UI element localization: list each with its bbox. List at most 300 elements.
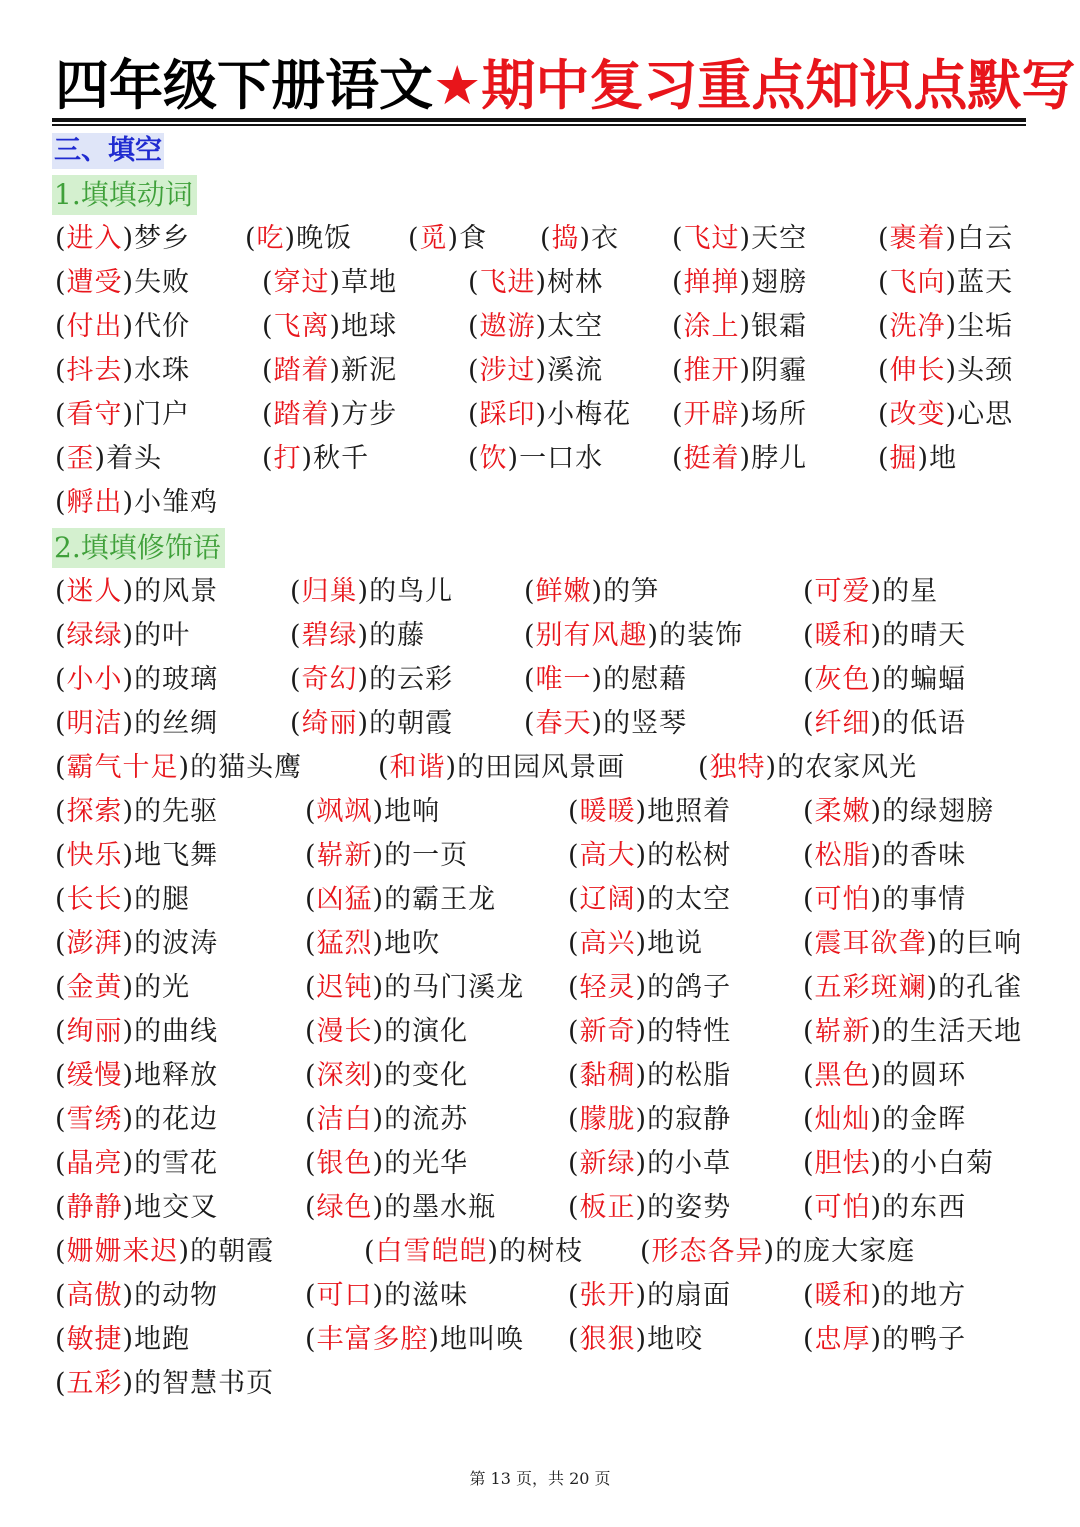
close-paren: ) <box>739 443 752 474</box>
open-paren: ( <box>672 267 684 298</box>
open-paren: ( <box>290 620 302 651</box>
close-paren: ) <box>372 1148 385 1179</box>
open-paren: ( <box>305 1060 317 1091</box>
answer-text: 开辟 <box>683 399 740 430</box>
word-text: 的蝙蝠 <box>882 664 967 695</box>
open-paren: ( <box>290 576 302 607</box>
open-paren: ( <box>524 664 536 695</box>
answer-text: 觅 <box>419 223 448 254</box>
blank-item <box>524 616 743 656</box>
close-paren: ) <box>870 884 883 915</box>
answer-text: 晶亮 <box>66 1148 123 1179</box>
word-text: 的光华 <box>384 1148 469 1179</box>
word-text: 的滋味 <box>384 1280 469 1311</box>
answer-row <box>0 1056 1080 1096</box>
close-paren: ) <box>122 972 135 1003</box>
answer-text: 挺着 <box>683 443 740 474</box>
word-text: 地叫唤 <box>440 1324 525 1355</box>
word-text: 溪流 <box>547 355 604 386</box>
answer-row <box>0 1364 1080 1404</box>
answer-text: 别有风趣 <box>535 620 648 651</box>
blank-item <box>568 1320 703 1360</box>
word-text: 的笋 <box>603 576 660 607</box>
blank-item <box>568 968 731 1008</box>
answer-row <box>0 1188 1080 1228</box>
word-text: 的太空 <box>647 884 732 915</box>
word-text: 脖儿 <box>751 443 808 474</box>
open-paren: ( <box>803 928 815 959</box>
word-text: 的特性 <box>647 1016 732 1047</box>
word-text: 的丝绸 <box>134 708 219 739</box>
answer-row <box>0 660 1080 700</box>
answer-text: 高兴 <box>579 928 636 959</box>
word-text: 代价 <box>134 311 191 342</box>
answer-row <box>0 483 1080 523</box>
close-paren: ) <box>122 1324 135 1355</box>
answer-row <box>0 1276 1080 1316</box>
word-text: 的装饰 <box>659 620 744 651</box>
word-text: 的藤 <box>369 620 426 651</box>
answer-text: 歪 <box>66 443 95 474</box>
blank-item <box>305 924 440 964</box>
answer-text: 纤细 <box>814 708 871 739</box>
open-paren: ( <box>640 1236 652 1267</box>
open-paren: ( <box>55 1236 67 1267</box>
answer-text: 银色 <box>316 1148 373 1179</box>
word-text: 的波涛 <box>134 928 219 959</box>
open-paren: ( <box>55 576 67 607</box>
close-paren: ) <box>94 443 107 474</box>
answer-text: 踩印 <box>479 399 536 430</box>
answer-text: 独特 <box>709 752 766 783</box>
blank-item <box>878 351 1013 391</box>
open-paren: ( <box>55 267 67 298</box>
answer-text: 形态各异 <box>651 1236 764 1267</box>
answer-text: 看守 <box>66 399 123 430</box>
word-text: 天空 <box>751 223 808 254</box>
word-text: 的腿 <box>134 884 191 915</box>
word-text: 的树枝 <box>499 1236 584 1267</box>
blank-item <box>672 307 807 347</box>
answer-text: 深刻 <box>316 1060 373 1091</box>
blank-item <box>262 351 397 391</box>
close-paren: ) <box>122 1060 135 1091</box>
open-paren: ( <box>290 664 302 695</box>
word-text: 的鸟儿 <box>369 576 454 607</box>
word-text: 地释放 <box>134 1060 219 1091</box>
answer-text: 长长 <box>66 884 123 915</box>
open-paren: ( <box>568 884 580 915</box>
open-paren: ( <box>568 1324 580 1355</box>
blank-item <box>305 792 440 832</box>
open-paren: ( <box>568 1016 580 1047</box>
close-paren: ) <box>917 443 930 474</box>
close-paren: ) <box>301 443 314 474</box>
open-paren: ( <box>468 311 480 342</box>
word-text: 地 <box>929 443 958 474</box>
word-text: 小雏鸡 <box>134 487 219 518</box>
close-paren: ) <box>122 1280 135 1311</box>
word-text: 的松脂 <box>647 1060 732 1091</box>
open-paren: ( <box>672 399 684 430</box>
open-paren: ( <box>55 1324 67 1355</box>
close-paren: ) <box>635 796 648 827</box>
open-paren: ( <box>55 620 67 651</box>
answer-row <box>0 351 1080 391</box>
close-paren: ) <box>284 223 297 254</box>
blank-item <box>262 307 397 347</box>
blank-item <box>55 1100 218 1140</box>
answer-text: 澎湃 <box>66 928 123 959</box>
close-paren: ) <box>122 355 135 386</box>
blank-item <box>468 263 603 303</box>
blank-item <box>55 439 162 479</box>
answer-text: 和谐 <box>389 752 446 783</box>
close-paren: ) <box>870 1280 883 1311</box>
blank-item <box>305 880 496 920</box>
open-paren: ( <box>305 884 317 915</box>
open-paren: ( <box>568 796 580 827</box>
close-paren: ) <box>635 1104 648 1135</box>
open-paren: ( <box>672 355 684 386</box>
answer-text: 金黄 <box>66 972 123 1003</box>
answer-text: 绿绿 <box>66 620 123 651</box>
answer-row <box>0 792 1080 832</box>
answer-row <box>0 836 1080 876</box>
answer-text: 推开 <box>683 355 740 386</box>
close-paren: ) <box>579 223 592 254</box>
open-paren: ( <box>55 752 67 783</box>
blank-item <box>672 395 807 435</box>
close-paren: ) <box>635 928 648 959</box>
blank-item <box>468 307 603 347</box>
word-text: 地球 <box>341 311 398 342</box>
open-paren: ( <box>55 399 67 430</box>
answer-text: 伸长 <box>889 355 946 386</box>
answer-text: 绿色 <box>316 1192 373 1223</box>
answer-text: 踏着 <box>273 355 330 386</box>
close-paren: ) <box>487 1236 500 1267</box>
open-paren: ( <box>524 708 536 739</box>
answer-text: 遨游 <box>479 311 536 342</box>
answer-row <box>0 1100 1080 1140</box>
word-text: 的农家风光 <box>777 752 918 783</box>
word-text: 地跑 <box>134 1324 191 1355</box>
word-text: 的香味 <box>882 840 967 871</box>
open-paren: ( <box>408 223 420 254</box>
title-rule-thin <box>52 124 1026 126</box>
answer-text: 猛烈 <box>316 928 373 959</box>
blank-item <box>878 395 1013 435</box>
open-paren: ( <box>803 1324 815 1355</box>
close-paren: ) <box>122 576 135 607</box>
answer-text: 灰色 <box>814 664 871 695</box>
blank-item <box>55 880 190 920</box>
open-paren: ( <box>262 311 274 342</box>
answer-text: 遭受 <box>66 267 123 298</box>
close-paren: ) <box>635 884 648 915</box>
blank-item <box>290 704 453 744</box>
blank-item <box>55 968 190 1008</box>
title-rule-thick <box>52 118 1026 122</box>
close-paren: ) <box>870 1060 883 1091</box>
page-title <box>55 54 1076 117</box>
answer-text: 可口 <box>316 1280 373 1311</box>
open-paren: ( <box>568 1060 580 1091</box>
close-paren: ) <box>870 708 883 739</box>
answer-row <box>0 880 1080 920</box>
word-text: 水珠 <box>134 355 191 386</box>
open-paren: ( <box>803 796 815 827</box>
section-heading: 三、填空 <box>52 133 164 169</box>
word-text: 的朝霞 <box>369 708 454 739</box>
word-text: 衣 <box>591 223 620 254</box>
close-paren: ) <box>535 267 548 298</box>
close-paren: ) <box>329 355 342 386</box>
open-paren: ( <box>672 311 684 342</box>
close-paren: ) <box>357 576 370 607</box>
answer-text: 丰富多腔 <box>316 1324 429 1355</box>
word-text: 的巨响 <box>938 928 1023 959</box>
open-paren: ( <box>468 267 480 298</box>
blank-item <box>803 1144 994 1184</box>
answer-text: 静静 <box>66 1192 123 1223</box>
answer-text: 飞离 <box>273 311 330 342</box>
open-paren: ( <box>568 1148 580 1179</box>
open-paren: ( <box>305 972 317 1003</box>
blank-item <box>262 439 369 479</box>
blank-item <box>803 1056 966 1096</box>
blank-item <box>568 1276 731 1316</box>
answer-row <box>0 1144 1080 1184</box>
answer-text: 掘 <box>889 443 918 474</box>
open-paren: ( <box>55 1060 67 1091</box>
close-paren: ) <box>635 1192 648 1223</box>
answer-text: 张开 <box>579 1280 636 1311</box>
open-paren: ( <box>262 443 274 474</box>
blank-item <box>364 1232 583 1272</box>
close-paren: ) <box>122 267 135 298</box>
answer-text: 打 <box>273 443 302 474</box>
word-text: 地飞舞 <box>134 840 219 871</box>
answer-text: 涉过 <box>479 355 536 386</box>
open-paren: ( <box>262 355 274 386</box>
word-text: 的圆环 <box>882 1060 967 1091</box>
open-paren: ( <box>55 708 67 739</box>
open-paren: ( <box>524 576 536 607</box>
word-text: 的鸽子 <box>647 972 732 1003</box>
close-paren: ) <box>122 620 135 651</box>
answer-text: 奇幻 <box>301 664 358 695</box>
open-paren: ( <box>803 1280 815 1311</box>
word-text: 的地方 <box>882 1280 967 1311</box>
answer-text: 改变 <box>889 399 946 430</box>
answer-row <box>0 616 1080 656</box>
answer-text: 漫长 <box>316 1016 373 1047</box>
blank-item <box>55 1320 190 1360</box>
answer-row <box>0 572 1080 612</box>
blank-item <box>803 924 1022 964</box>
answer-text: 朦胧 <box>579 1104 636 1135</box>
close-paren: ) <box>122 1016 135 1047</box>
open-paren: ( <box>803 1060 815 1091</box>
word-text: 的风景 <box>134 576 219 607</box>
word-text: 的霸王龙 <box>384 884 497 915</box>
word-text: 的花边 <box>134 1104 219 1135</box>
open-paren: ( <box>803 664 815 695</box>
open-paren: ( <box>568 928 580 959</box>
blank-item <box>803 1012 1022 1052</box>
close-paren: ) <box>591 708 604 739</box>
word-text: 的孔雀 <box>938 972 1023 1003</box>
blank-item <box>55 483 218 523</box>
answer-text: 孵出 <box>66 487 123 518</box>
close-paren: ) <box>507 443 520 474</box>
answer-row <box>0 439 1080 479</box>
word-text: 地说 <box>647 928 704 959</box>
answer-text: 付出 <box>66 311 123 342</box>
open-paren: ( <box>878 355 890 386</box>
word-text: 一口水 <box>519 443 604 474</box>
open-paren: ( <box>568 1104 580 1135</box>
blank-item <box>803 704 966 744</box>
open-paren: ( <box>568 1192 580 1223</box>
close-paren: ) <box>329 311 342 342</box>
close-paren: ) <box>445 752 458 783</box>
word-text: 头颈 <box>957 355 1014 386</box>
word-text: 的玻璃 <box>134 664 219 695</box>
close-paren: ) <box>372 1060 385 1091</box>
answer-row <box>0 395 1080 435</box>
word-text: 的姿势 <box>647 1192 732 1223</box>
answer-text: 鲜嫩 <box>535 576 592 607</box>
close-paren: ) <box>178 1236 191 1267</box>
open-paren: ( <box>55 1368 67 1399</box>
blank-item <box>468 439 603 479</box>
open-paren: ( <box>55 1016 67 1047</box>
open-paren: ( <box>262 267 274 298</box>
open-paren: ( <box>672 223 684 254</box>
close-paren: ) <box>178 752 191 783</box>
open-paren: ( <box>568 840 580 871</box>
word-text: 晚饭 <box>296 223 353 254</box>
word-text: 的雪花 <box>134 1148 219 1179</box>
open-paren: ( <box>290 708 302 739</box>
blank-item <box>568 1100 731 1140</box>
answer-text: 可爱 <box>814 576 871 607</box>
close-paren: ) <box>870 1148 883 1179</box>
word-text: 小梅花 <box>547 399 632 430</box>
open-paren: ( <box>803 576 815 607</box>
answer-row <box>0 1232 1080 1272</box>
answer-row <box>0 704 1080 744</box>
open-paren: ( <box>55 1280 67 1311</box>
close-paren: ) <box>870 1324 883 1355</box>
open-paren: ( <box>305 928 317 959</box>
blank-item <box>878 263 1013 303</box>
blank-item <box>55 924 218 964</box>
word-text: 地吹 <box>384 928 441 959</box>
close-paren: ) <box>122 708 135 739</box>
open-paren: ( <box>55 928 67 959</box>
blank-item <box>803 880 966 920</box>
close-paren: ) <box>870 1016 883 1047</box>
answer-text: 掸掸 <box>683 267 740 298</box>
open-paren: ( <box>305 796 317 827</box>
close-paren: ) <box>122 487 135 518</box>
word-text: 的智慧书页 <box>134 1368 275 1399</box>
open-paren: ( <box>698 752 710 783</box>
answer-text: 迟钝 <box>316 972 373 1003</box>
open-paren: ( <box>672 443 684 474</box>
blank-item <box>55 1012 218 1052</box>
answer-text: 雪绣 <box>66 1104 123 1135</box>
blank-item <box>803 968 1022 1008</box>
close-paren: ) <box>870 796 883 827</box>
answer-text: 绚丽 <box>66 1016 123 1047</box>
open-paren: ( <box>803 708 815 739</box>
answer-row <box>0 307 1080 347</box>
close-paren: ) <box>739 223 752 254</box>
word-text: 尘垢 <box>957 311 1014 342</box>
blank-item <box>672 263 807 303</box>
word-text: 的竖琴 <box>603 708 688 739</box>
open-paren: ( <box>878 311 890 342</box>
word-text: 的墨水瓶 <box>384 1192 497 1223</box>
blank-item <box>55 660 218 700</box>
blank-item <box>468 395 631 435</box>
answer-text: 高大 <box>579 840 636 871</box>
open-paren: ( <box>305 1104 317 1135</box>
word-text: 的松树 <box>647 840 732 871</box>
blank-item <box>55 704 218 744</box>
answer-text: 震耳欲聋 <box>814 928 927 959</box>
blank-item <box>55 616 190 656</box>
word-text: 的事情 <box>882 884 967 915</box>
blank-item <box>55 748 302 788</box>
word-text: 的绿翅膀 <box>882 796 995 827</box>
open-paren: ( <box>803 1104 815 1135</box>
open-paren: ( <box>878 443 890 474</box>
blank-item <box>803 1100 966 1140</box>
open-paren: ( <box>803 1148 815 1179</box>
close-paren: ) <box>357 620 370 651</box>
word-text: 的鸭子 <box>882 1324 967 1355</box>
blank-item <box>803 1188 966 1228</box>
open-paren: ( <box>803 884 815 915</box>
open-paren: ( <box>878 399 890 430</box>
word-text: 地咬 <box>647 1324 704 1355</box>
close-paren: ) <box>635 1324 648 1355</box>
blank-item <box>55 572 218 612</box>
word-text: 的庞大家庭 <box>775 1236 916 1267</box>
title-highlight: 期中复习重点知识点默写 <box>481 54 1076 117</box>
word-text: 的动物 <box>134 1280 219 1311</box>
blank-item <box>568 880 731 920</box>
blank-item <box>878 219 1013 259</box>
answer-text: 快乐 <box>66 840 123 871</box>
close-paren: ) <box>591 664 604 695</box>
close-paren: ) <box>739 399 752 430</box>
open-paren: ( <box>55 223 67 254</box>
close-paren: ) <box>635 1060 648 1091</box>
blank-item <box>55 1188 218 1228</box>
answer-text: 忠厚 <box>814 1324 871 1355</box>
word-text: 的扇面 <box>647 1280 732 1311</box>
close-paren: ) <box>535 311 548 342</box>
word-text: 蓝天 <box>957 267 1014 298</box>
answer-row <box>0 748 1080 788</box>
